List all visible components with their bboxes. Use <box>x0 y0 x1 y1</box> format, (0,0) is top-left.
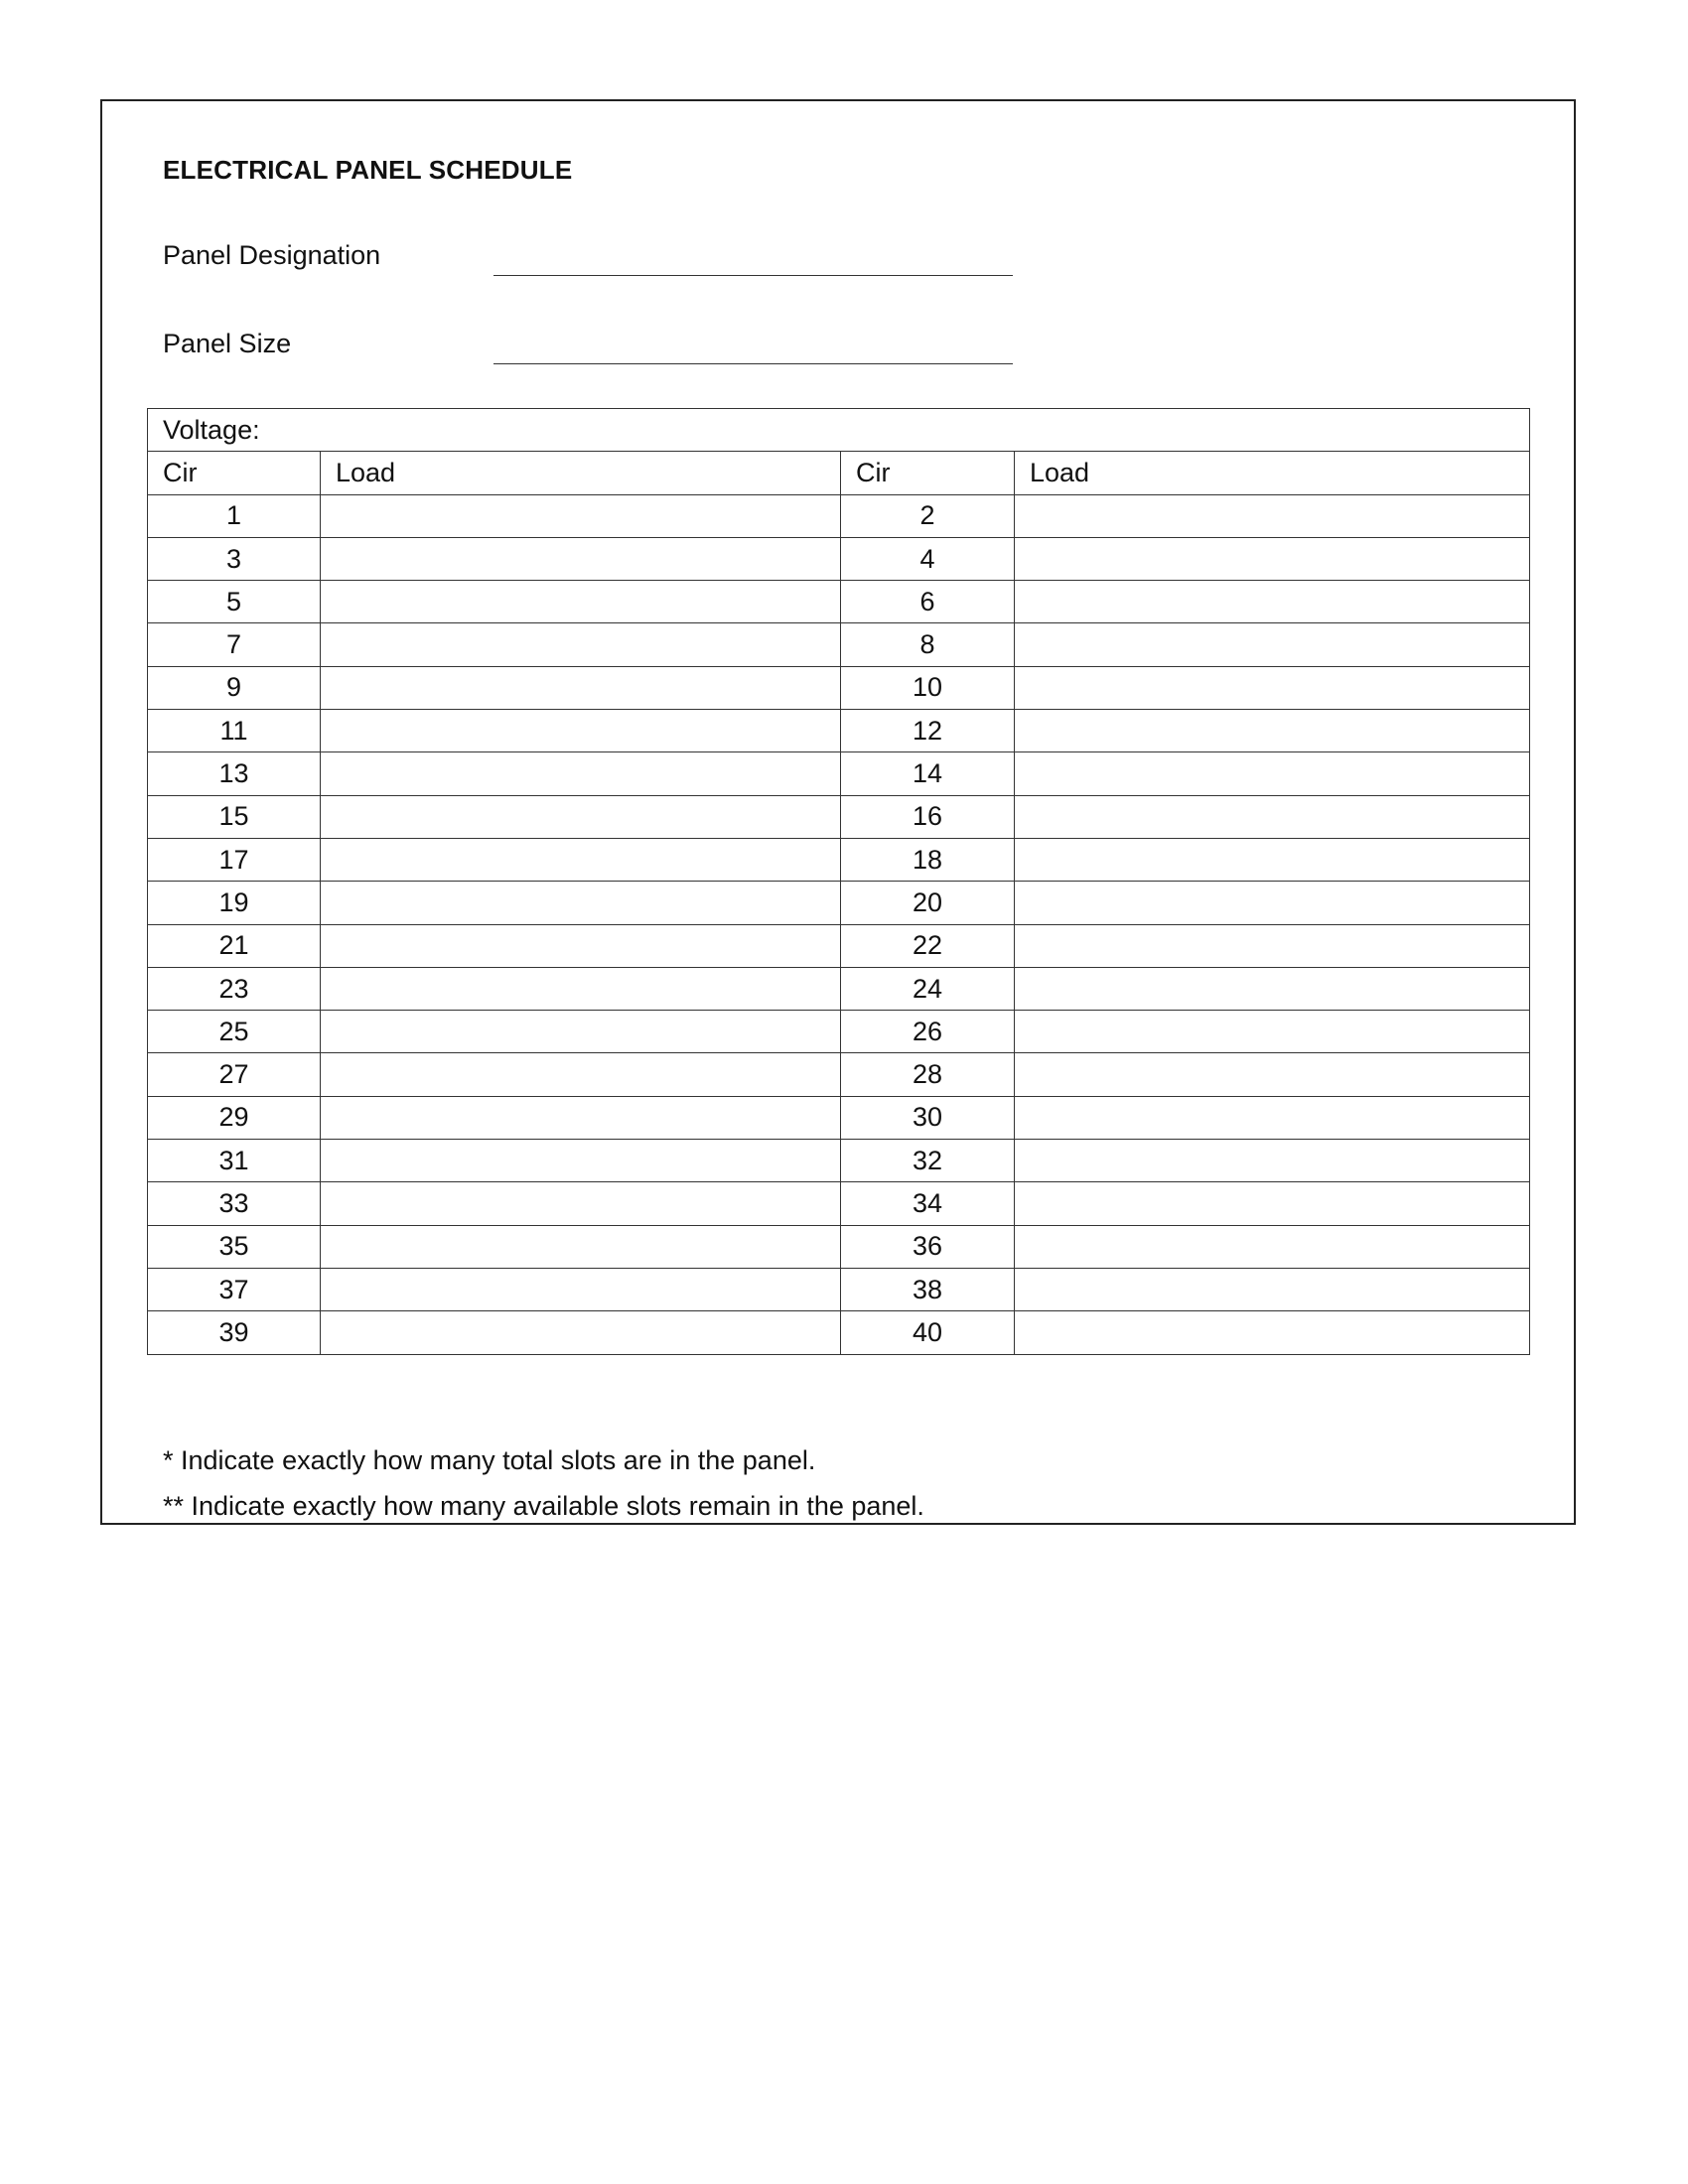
table-row <box>148 1268 1530 1310</box>
load-input-cell[interactable] <box>321 795 841 838</box>
load-input-cell[interactable] <box>321 1011 841 1053</box>
table-row <box>148 623 1530 666</box>
panel-designation-label: Panel Designation <box>163 240 381 270</box>
load-input-cell[interactable] <box>321 1053 841 1096</box>
circuit-number: 1 <box>148 494 321 537</box>
table-row <box>148 924 1530 967</box>
panel-size-label: Panel Size <box>163 329 292 358</box>
cir-left-header: Cir <box>148 452 321 494</box>
circuit-number: 38 <box>841 1268 1015 1310</box>
panel-size-field[interactable] <box>493 363 1013 364</box>
load-input-cell[interactable] <box>321 581 841 623</box>
load-input-cell[interactable] <box>321 967 841 1010</box>
table-row <box>148 581 1530 623</box>
table-row <box>148 537 1530 580</box>
table-row <box>148 710 1530 752</box>
load-input-cell[interactable] <box>1015 1225 1530 1268</box>
table-row <box>148 1011 1530 1053</box>
note-available-slots: ** Indicate exactly how many available slots remain in the panel. <box>163 1491 924 1521</box>
table-row <box>148 752 1530 795</box>
circuit-number: 16 <box>841 795 1015 838</box>
circuit-number: 39 <box>148 1311 321 1354</box>
table-row <box>148 1053 1530 1096</box>
load-input-cell[interactable] <box>1015 494 1530 537</box>
load-input-cell[interactable] <box>321 537 841 580</box>
circuit-number: 27 <box>148 1053 321 1096</box>
load-input-cell[interactable] <box>321 882 841 924</box>
circuit-number: 26 <box>841 1011 1015 1053</box>
load-input-cell[interactable] <box>321 1182 841 1225</box>
load-right-header: Load <box>1015 452 1530 494</box>
circuit-number: 33 <box>148 1182 321 1225</box>
table-row <box>148 1311 1530 1354</box>
load-input-cell[interactable] <box>1015 795 1530 838</box>
load-input-cell[interactable] <box>321 623 841 666</box>
circuit-number: 25 <box>148 1011 321 1053</box>
table-row <box>148 967 1530 1010</box>
document-title: ELECTRICAL PANEL SCHEDULE <box>163 155 573 185</box>
table-row <box>148 1182 1530 1225</box>
circuit-number: 20 <box>841 882 1015 924</box>
header-row <box>148 452 1530 494</box>
circuit-number: 12 <box>841 710 1015 752</box>
circuit-number: 40 <box>841 1311 1015 1354</box>
table-row <box>148 494 1530 537</box>
circuit-number: 19 <box>148 882 321 924</box>
circuit-number: 8 <box>841 623 1015 666</box>
table-row <box>148 1140 1530 1182</box>
load-input-cell[interactable] <box>1015 752 1530 795</box>
circuit-number: 6 <box>841 581 1015 623</box>
voltage-row <box>148 409 1530 452</box>
load-input-cell[interactable] <box>1015 1268 1530 1310</box>
circuit-number: 7 <box>148 623 321 666</box>
circuit-number: 28 <box>841 1053 1015 1096</box>
circuit-number: 36 <box>841 1225 1015 1268</box>
circuit-number: 23 <box>148 967 321 1010</box>
load-input-cell[interactable] <box>321 666 841 709</box>
table-row <box>148 1096 1530 1139</box>
load-input-cell[interactable] <box>321 1268 841 1310</box>
table-row <box>148 838 1530 881</box>
circuit-number: 17 <box>148 838 321 881</box>
table-row <box>148 795 1530 838</box>
panel-schedule-table <box>147 408 1530 1355</box>
circuit-number: 3 <box>148 537 321 580</box>
circuit-number: 5 <box>148 581 321 623</box>
load-input-cell[interactable] <box>1015 581 1530 623</box>
load-input-cell[interactable] <box>321 1096 841 1139</box>
table-row <box>148 882 1530 924</box>
circuit-number: 11 <box>148 710 321 752</box>
load-input-cell[interactable] <box>321 924 841 967</box>
load-input-cell[interactable] <box>1015 882 1530 924</box>
load-input-cell[interactable] <box>1015 1011 1530 1053</box>
circuit-number: 2 <box>841 494 1015 537</box>
voltage-label[interactable]: Voltage: <box>148 409 1530 452</box>
load-input-cell[interactable] <box>1015 1182 1530 1225</box>
load-input-cell[interactable] <box>1015 537 1530 580</box>
panel-designation-field[interactable] <box>493 275 1013 276</box>
load-input-cell[interactable] <box>1015 710 1530 752</box>
circuit-number: 37 <box>148 1268 321 1310</box>
load-input-cell[interactable] <box>321 494 841 537</box>
load-input-cell[interactable] <box>321 1225 841 1268</box>
circuit-number: 9 <box>148 666 321 709</box>
load-input-cell[interactable] <box>1015 623 1530 666</box>
circuit-number: 10 <box>841 666 1015 709</box>
circuit-number: 22 <box>841 924 1015 967</box>
load-input-cell[interactable] <box>1015 924 1530 967</box>
load-input-cell[interactable] <box>1015 967 1530 1010</box>
table-row <box>148 1225 1530 1268</box>
circuit-number: 4 <box>841 537 1015 580</box>
circuit-number: 30 <box>841 1096 1015 1139</box>
load-input-cell[interactable] <box>1015 1140 1530 1182</box>
circuit-number: 29 <box>148 1096 321 1139</box>
circuit-number: 24 <box>841 967 1015 1010</box>
load-input-cell[interactable] <box>1015 1053 1530 1096</box>
load-input-cell[interactable] <box>321 752 841 795</box>
circuit-number: 15 <box>148 795 321 838</box>
circuit-number: 13 <box>148 752 321 795</box>
circuit-number: 32 <box>841 1140 1015 1182</box>
table-row <box>148 666 1530 709</box>
circuit-number: 14 <box>841 752 1015 795</box>
cir-right-header: Cir <box>841 452 1015 494</box>
load-input-cell[interactable] <box>1015 1311 1530 1354</box>
load-input-cell[interactable] <box>321 838 841 881</box>
circuit-number: 31 <box>148 1140 321 1182</box>
load-left-header: Load <box>321 452 841 494</box>
circuit-number: 34 <box>841 1182 1015 1225</box>
schedule-body <box>148 494 1530 1354</box>
circuit-number: 35 <box>148 1225 321 1268</box>
load-input-cell[interactable] <box>1015 666 1530 709</box>
load-input-cell[interactable] <box>1015 838 1530 881</box>
circuit-number: 21 <box>148 924 321 967</box>
circuit-number: 18 <box>841 838 1015 881</box>
load-input-cell[interactable] <box>321 710 841 752</box>
load-input-cell[interactable] <box>321 1311 841 1354</box>
note-total-slots: * Indicate exactly how many total slots are in the panel. <box>163 1445 816 1475</box>
load-input-cell[interactable] <box>1015 1096 1530 1139</box>
load-input-cell[interactable] <box>321 1140 841 1182</box>
